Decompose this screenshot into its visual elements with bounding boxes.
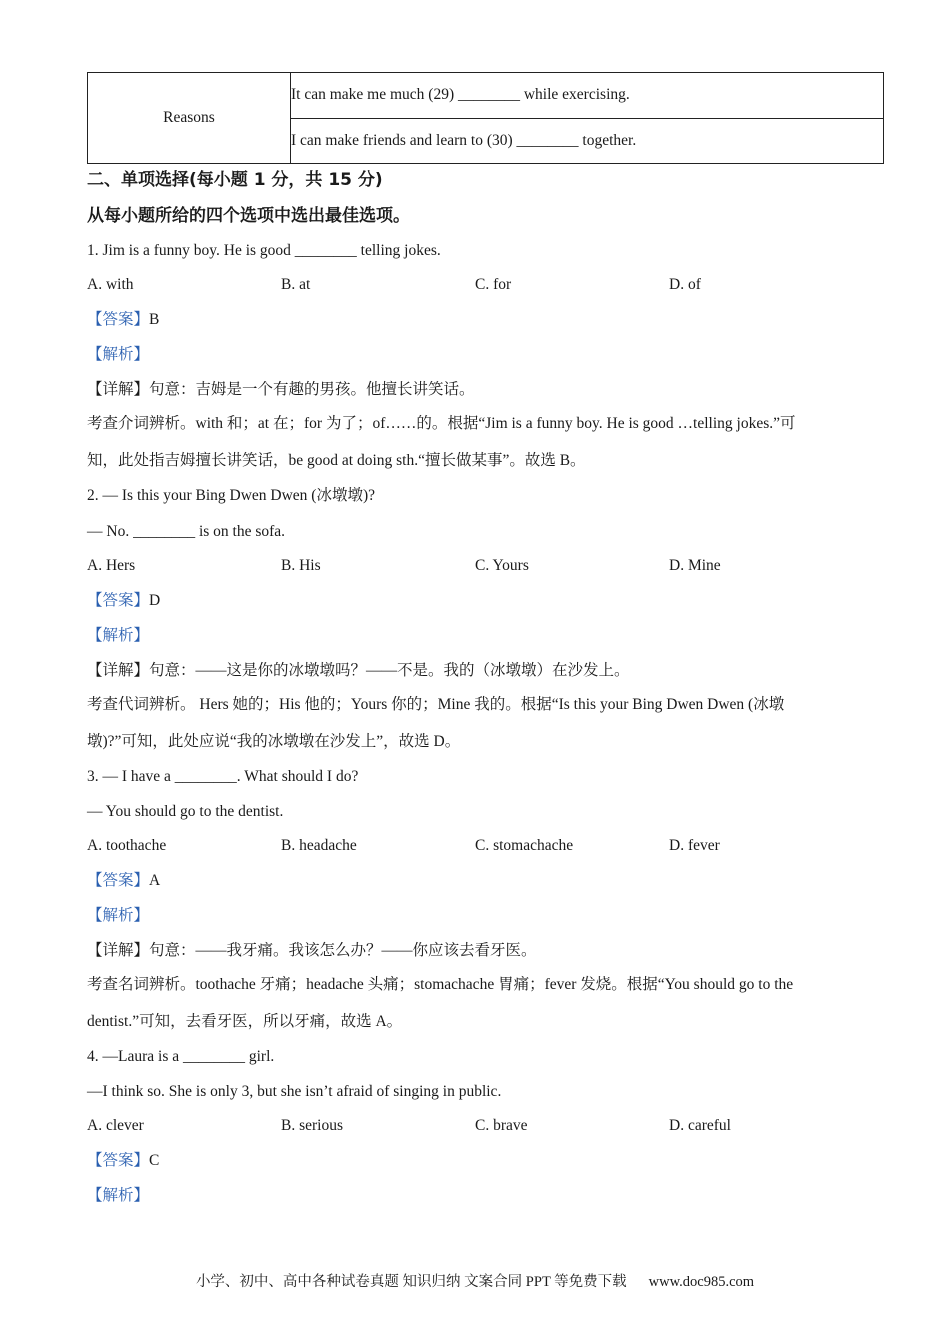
q1-detail-1: 【详解】句意：吉姆是一个有趣的男孩。他擅长讲笑话。 <box>87 381 475 398</box>
q2-answer <box>87 591 160 611</box>
q2-option-a: A. Hers <box>87 557 136 574</box>
q3-option-a: A. toothache <box>87 837 167 854</box>
q2-option-d: D. Mine <box>669 557 721 574</box>
page-footer <box>0 1270 950 1291</box>
answer-value: C <box>149 1152 160 1169</box>
q1-option-b: B. at <box>281 276 311 293</box>
footer-link[interactable]: www.doc985.com <box>648 1274 755 1290</box>
reason-row-29: It can make me much (29) ________ while exercising. <box>291 73 884 119</box>
question-4-reply: —I think so. She is only 3, but she isn’t afraid of singing in public. <box>87 1083 502 1100</box>
q3-answer <box>87 871 160 891</box>
answer-tag: 【答案】 <box>87 1152 150 1169</box>
answer-value: D <box>149 592 161 609</box>
q2-detail-2: 考查代词辨析。 Hers 她的；His 他的；Yours 你的；Mine 我的。根据“Is this your Bing Dwen Dwen (冰墩 <box>87 696 785 713</box>
q3-detail-1: 【详解】句意：——我牙痛。我该怎么办？——你应该去看牙医。 <box>87 942 537 959</box>
q1-option-a: A. with <box>87 276 134 293</box>
answer-tag: 【答案】 <box>87 311 150 328</box>
q4-option-a: A. clever <box>87 1117 144 1134</box>
q1-option-d: D. of <box>669 276 701 293</box>
question-4-stem: 4. —Laura is a ________ girl. <box>87 1048 275 1065</box>
q4-option-c: C. brave <box>475 1117 528 1134</box>
q1-answer <box>87 310 159 330</box>
question-2-stem: 2. — Is this your Bing Dwen Dwen (冰墩墩)? <box>87 487 376 504</box>
q4-answer <box>87 1151 159 1171</box>
q3-option-d: D. fever <box>669 837 720 854</box>
q1-detail-2: 考查介词辨析。with 和；at 在；for 为了；of……的。根据“Jim is a funny boy. He is good …telling jokes.”可 <box>87 415 796 432</box>
q1-option-c: C. for <box>475 276 512 293</box>
q4-option-d: D. careful <box>669 1117 731 1134</box>
question-3-reply: — You should go to the dentist. <box>87 803 284 820</box>
q1-detail-3: 知，此处指吉姆擅长讲笑话，be good at doing sth.“擅长做某事”。故选 B。 <box>87 452 586 469</box>
q3-detail-2: 考查名词辨析。toothache 牙痛；headache 头痛；stomachache 胃痛；fever 发烧。根据“You should go to the <box>87 976 794 993</box>
question-3-stem: 3. — I have a ________. What should I do? <box>87 768 359 785</box>
q3-analysis-tag: 【解析】 <box>87 907 150 924</box>
q1-analysis-tag: 【解析】 <box>87 346 150 363</box>
reasons-label: Reasons <box>88 73 291 164</box>
footer-text: 小学、初中、高中各种试卷真题 知识归纳 文案合同 PPT 等免费下载 <box>195 1274 627 1290</box>
section-instruction: 从每小题所给的四个选项中选出最佳选项。 <box>87 206 410 226</box>
question-2-reply: — No. ________ is on the sofa. <box>87 523 286 540</box>
q4-analysis-tag: 【解析】 <box>87 1187 150 1204</box>
q3-option-c: C. stomachache <box>475 837 574 854</box>
answer-tag: 【答案】 <box>87 592 150 609</box>
q3-detail-3: dentist.”可知，去看牙医，所以牙痛，故选 A。 <box>87 1013 403 1030</box>
reasons-table <box>87 72 884 164</box>
q2-option-c: C. Yours <box>475 557 529 574</box>
answer-value: A <box>149 872 161 889</box>
q3-option-b: B. headache <box>281 837 357 854</box>
q2-analysis-tag: 【解析】 <box>87 627 150 644</box>
question-1-stem: 1. Jim is a funny boy. He is good ________ telling jokes. <box>87 242 441 259</box>
q2-detail-1: 【详解】句意：——这是你的冰墩墩吗？——不是。我的（冰墩墩）在沙发上。 <box>87 662 630 679</box>
q2-detail-3: 墩)?”可知，此处应说“我的冰墩墩在沙发上”，故选 D。 <box>87 733 461 750</box>
section-title: 二、单项选择(每小题 1 分，共 15 分) <box>87 170 383 190</box>
q2-option-b: B. His <box>281 557 321 574</box>
q4-option-b: B. serious <box>281 1117 343 1134</box>
answer-value: B <box>149 311 160 328</box>
reason-row-30: I can make friends and learn to (30) ________ together. <box>291 118 884 164</box>
answer-tag: 【答案】 <box>87 872 150 889</box>
